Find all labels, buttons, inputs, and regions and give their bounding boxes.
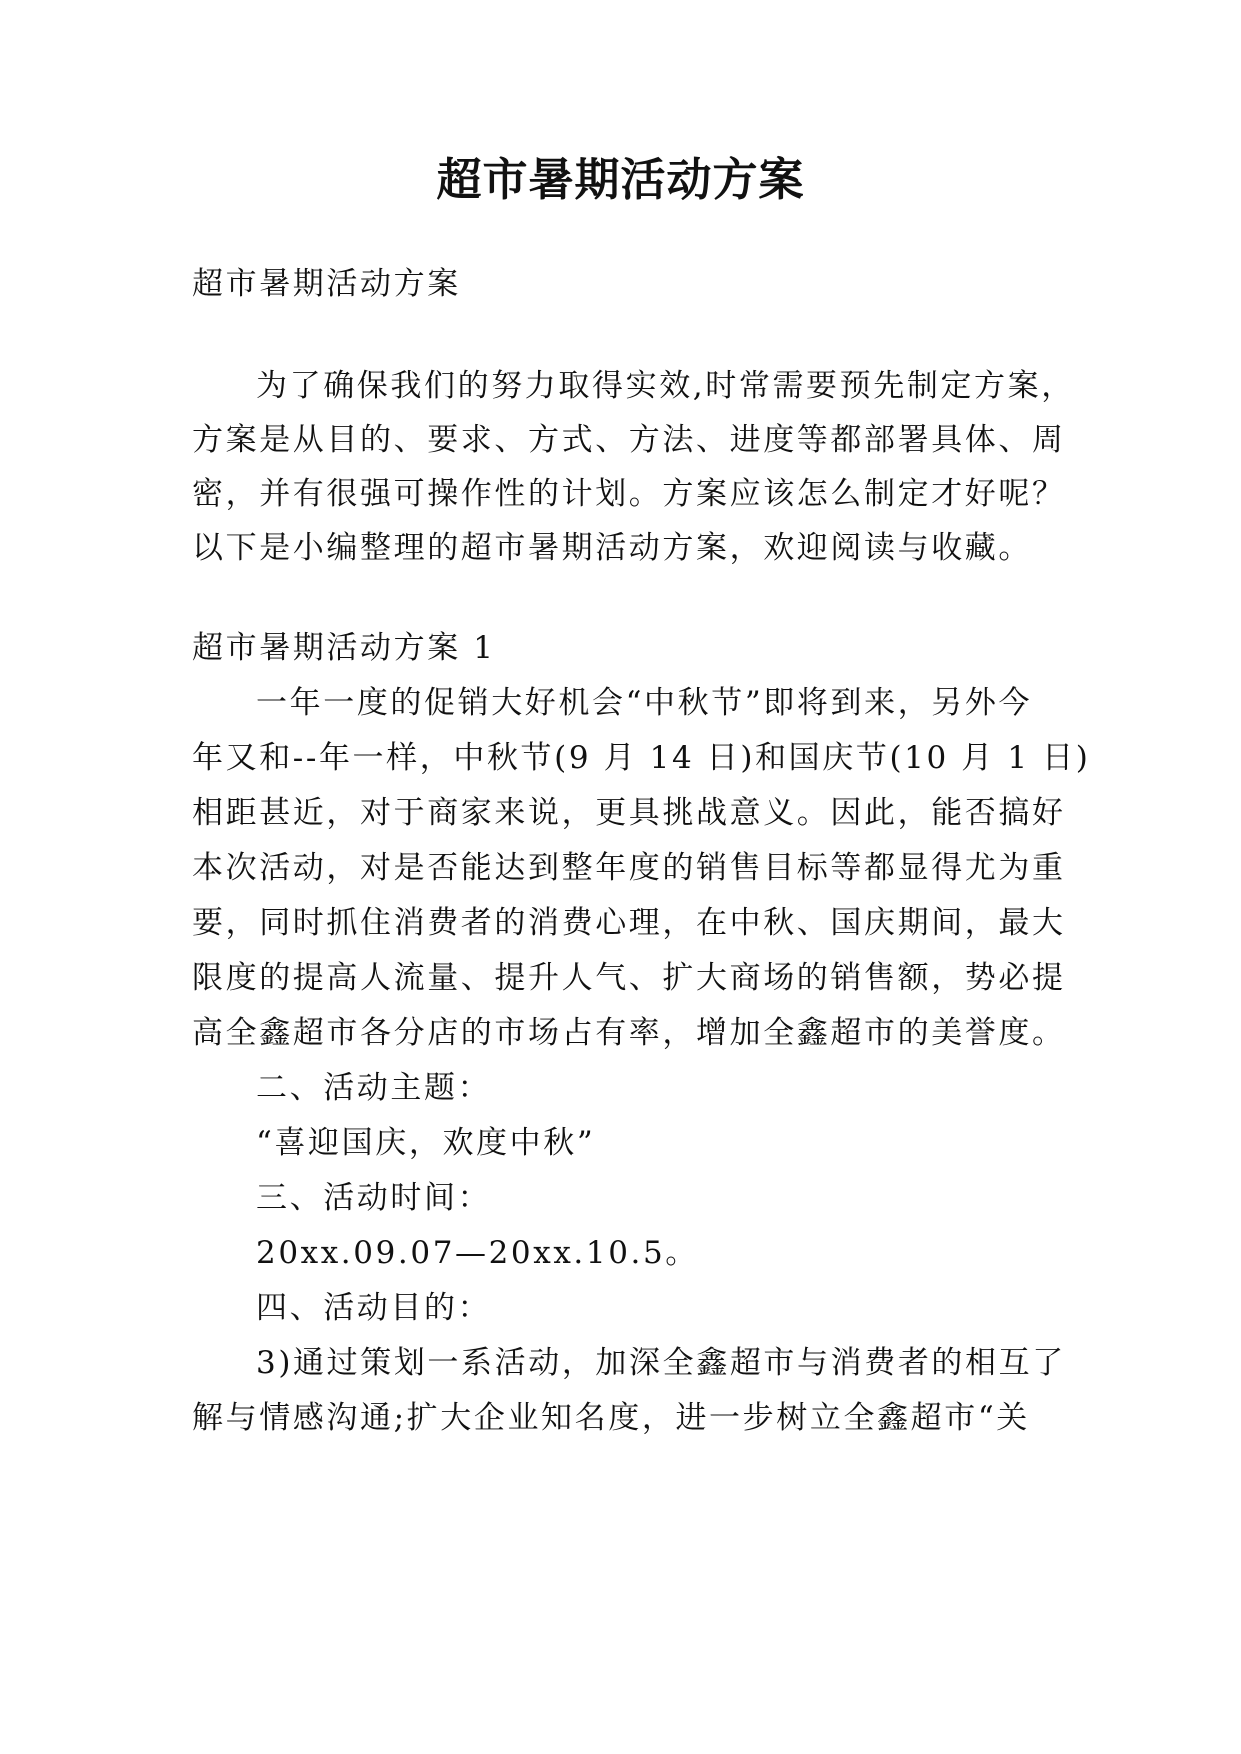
time-text: 20xx.09.07—20xx.10.5。 xyxy=(256,1235,699,1271)
section-line-7: 高全鑫超市各分店的市场占有率，增加全鑫超市的美誉度。 xyxy=(192,1015,1066,1051)
section-heading: 超市暑期活动方案 1 xyxy=(192,630,496,666)
intro-line-3: 密，并有很强可操作性的计划。方案应该怎么制定才好呢？ xyxy=(192,476,1066,512)
purpose-line-1: 3)通过策划一系活动，加深全鑫超市与消费者的相互了 xyxy=(256,1345,1066,1381)
section-line-3: 相距甚近，对于商家来说，更具挑战意义。因此，能否搞好 xyxy=(192,795,1066,831)
time-heading: 三、活动时间： xyxy=(256,1180,492,1216)
document-subtitle: 超市暑期活动方案 xyxy=(192,266,461,302)
section-line-2: 年又和--年一样，中秋节(9 月 14 日)和国庆节(10 月 1 日) xyxy=(192,740,1091,776)
theme-heading: 二、活动主题： xyxy=(256,1070,492,1106)
intro-line-1: 为了确保我们的努力取得实效,时常需要预先制定方案， xyxy=(256,368,1075,404)
section-line-6: 限度的提高人流量、提升人气、扩大商场的销售额，势必提 xyxy=(192,960,1066,996)
intro-line-4: 以下是小编整理的超市暑期活动方案，欢迎阅读与收藏。 xyxy=(192,530,1032,566)
section-line-5: 要，同时抓住消费者的消费心理，在中秋、国庆期间，最大 xyxy=(192,905,1066,941)
section-line-1: 一年一度的促销大好机会“中秋节”即将到来，另外今 xyxy=(256,685,1033,721)
purpose-line-2: 解与情感沟通;扩大企业知名度，进一步树立全鑫超市“关 xyxy=(192,1400,1030,1436)
document-title: 超市暑期活动方案 xyxy=(436,153,805,206)
intro-line-2: 方案是从目的、要求、方式、方法、进度等都部署具体、周 xyxy=(192,422,1066,458)
purpose-heading: 四、活动目的： xyxy=(256,1290,492,1326)
theme-text: “喜迎国庆，欢度中秋” xyxy=(256,1125,596,1161)
section-line-4: 本次活动，对是否能达到整年度的销售目标等都显得尤为重 xyxy=(192,850,1066,886)
